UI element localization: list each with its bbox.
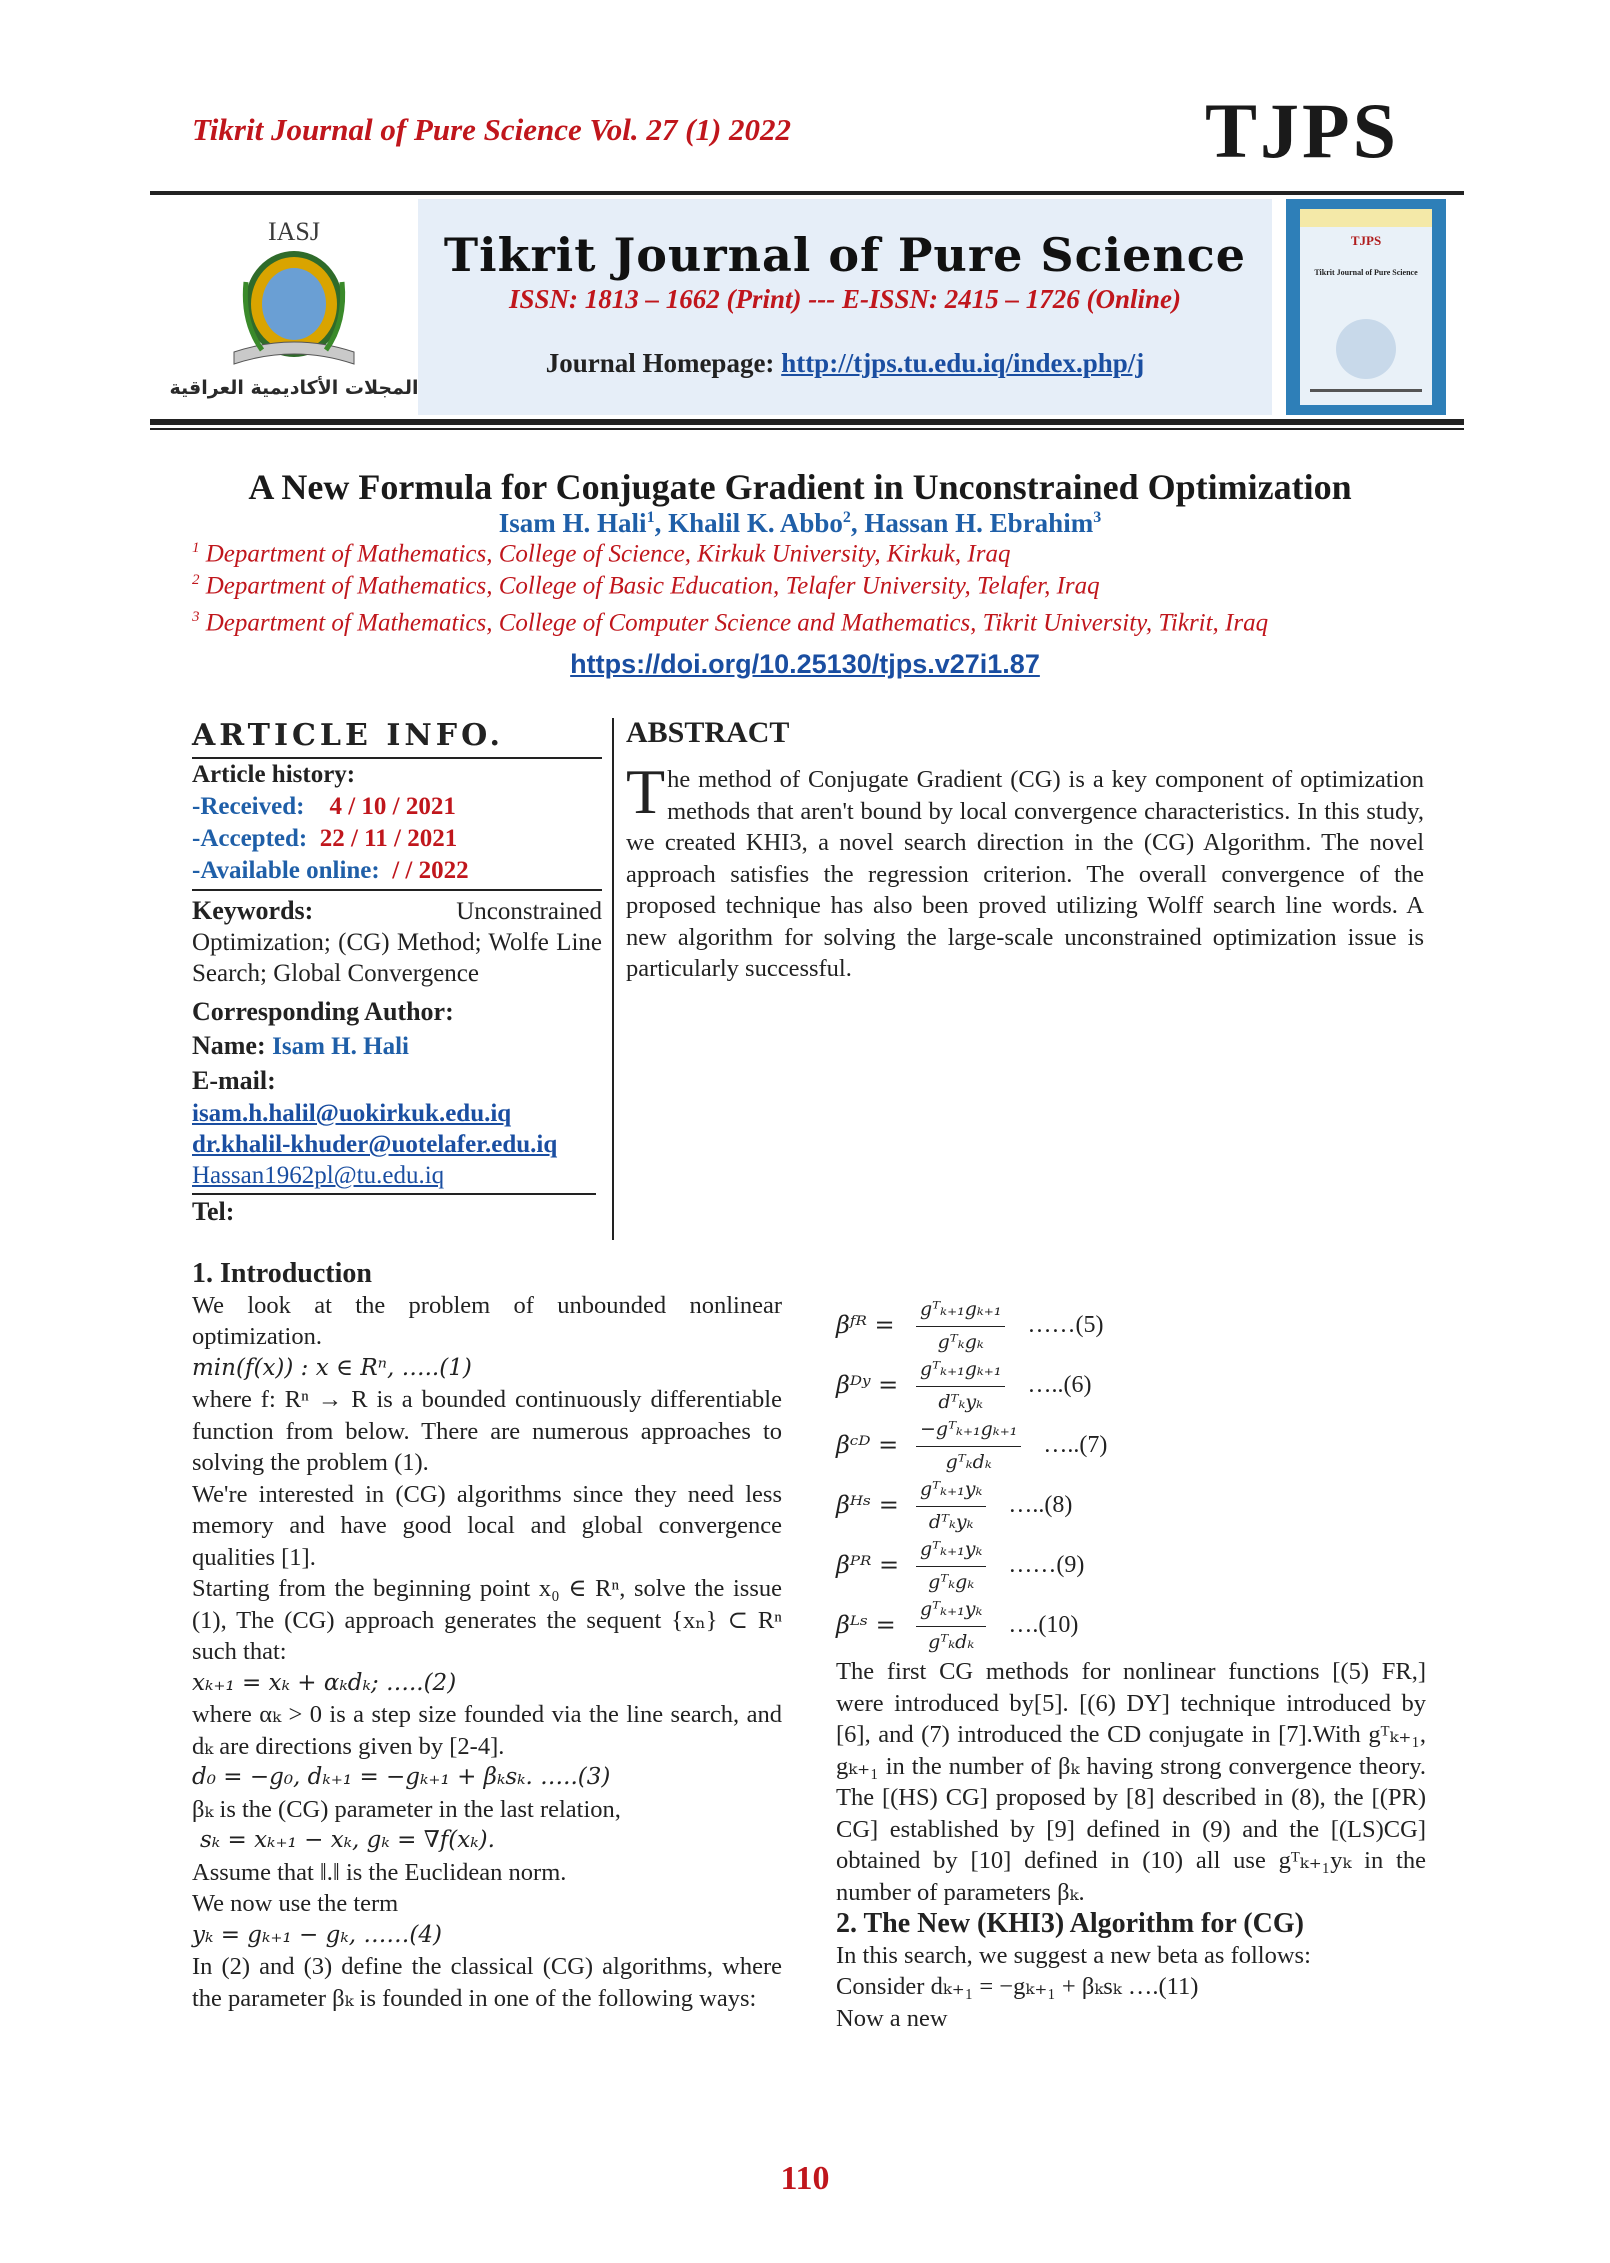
abstract-dropcap: T [626,756,666,827]
equation-4: yₖ = gₖ₊₁ − gₖ, ……(4) [192,1921,442,1948]
author-sup: 1 [646,509,655,526]
email-link[interactable]: dr.khalil-khuder@uotelafer.edu.iq [192,1131,558,1158]
tel-label: Tel: [192,1197,235,1226]
doi-line [0,649,1610,680]
info-abstract-divider [612,718,614,1240]
author-name: Khalil K. Abbo [668,508,843,538]
iasj-logo-text: IASJ [267,217,321,246]
body-column-right [836,1296,1426,2034]
email-link[interactable]: isam.h.halil@uokirkuk.edu.iq [192,1100,512,1127]
article-info [192,718,602,1229]
paragraph: where αₖ > 0 is a step size founded via the line search, and dₖ are directions given by [2-4]. [192,1701,782,1760]
email-label: E-mail: [192,1066,276,1095]
abstract-heading: ABSTRACT [626,716,790,749]
paragraph: Starting from the beginning point x₀ ∈ Rⁿ, solve the issue (1), The (CG) approach generates the sequent {xₙ} ⊂ Rⁿ such that: [192,1575,782,1665]
paragraph: We now use the term [192,1890,399,1917]
paper-title: A New Formula for Conjugate Gradient in Unconstrained Optimization [248,467,1352,507]
formula-ls: βᴸˢ = $\frac{\text{gᵀₖ₊₁yₖ}}{\text{gᵀₖdₖ}}$ ….(10) [836,1596,1426,1656]
banner-bottom-rule [150,419,1464,425]
email-list [192,1098,596,1195]
equation-3: d₀ = −g₀, dₖ₊₁ = −gₖ₊₁ + βₖsₖ. …..(3) [192,1764,611,1790]
corresponding-author-label: Corresponding Author: [192,997,454,1026]
abstract-body [626,756,1424,985]
paragraph: The first CG methods for nonlinear functions [(5) FR,] were introduced by[5]. [(6) DY] technique introduced by [6], and (7) introduced the CD conjugate in [7].With gᵀₖ₊₁, gₖ₊₁ in the number of βₖ having strong convergence theory. The [(HS) CG] proposed by [8] described in (8), the [(PR) CG] established by [9] defined in (9) and the [(LS)CG] obtained by [10] defined in (10) all use gᵀₖ₊₁yₖ in the number of parameters βₖ. [836,1658,1426,1906]
iasj-logo [169,212,419,404]
accepted-row: -Accepted: 22 / 11 / 2021 [192,825,458,852]
equation-1: min(f(x)) : x ∈ Rⁿ, …..(1) [192,1354,472,1381]
paragraph: Consider dₖ₊₁ = −gₖ₊₁ + βₖsₖ ….(11) [836,1973,1199,2000]
iasj-arabic-text: المجلات الأكاديمية العراقية [169,377,419,399]
keywords-value: Unconstrained Optimization; (CG) Method; Wolfe Line Search; Global Convergence [192,898,602,987]
paragraph: βₖ is the (CG) parameter in the last relation, [192,1795,621,1823]
formula-hs: βᴴˢ = $\frac{\text{gᵀₖ₊₁yₖ}}{\text{dᵀₖyₖ}}$ …..(8) [836,1476,1426,1536]
tjps-logo: TJPS [1205,87,1400,174]
doi-link[interactable]: https://doi.org/10.25130/tjps.v27i1.87 [570,649,1040,679]
author-sup: 3 [1093,509,1102,526]
author-name: Isam H. Hali [498,508,647,538]
formula-pr: βᴾᴿ = $\frac{\text{gᵀₖ₊₁yₖ}}{\text{gᵀₖgₖ}}$ ……(9) [836,1536,1426,1596]
formula-fr: βᶠᴿ = $\frac{\text{gᵀₖ₊₁gₖ₊₁}}{\text{gᵀₖgₖ}}$ ……(5) [836,1296,1426,1356]
formula-cd: βᶜᴰ = $\frac{\text{−gᵀₖ₊₁gₖ₊₁}}{\text{gᵀₖdₖ}}$ …..(7) [836,1416,1426,1476]
affiliation-3: $^3$ Department of Mathematics, College of Computer Science and Mathematics, Tikrit University, Tikrit, Iraq [192,609,1269,637]
received-row: -Received: 4 / 10 / 2021 [192,793,456,820]
equation-2: xₖ₊₁ = xₖ + αₖdₖ; …..(2) [192,1669,457,1696]
paragraph: where f: Rⁿ → R is a bounded continuously differentiable function from below. There are numerous approaches to solving the problem (1). [192,1386,782,1476]
banner-title: Tikrit Journal of Pure Science [443,228,1247,282]
paragraph: We're interested in (CG) algorithms since they need less memory and have good local and global convergence qualities [1]. [192,1480,782,1571]
keywords [192,895,602,989]
paragraph: In this search, we suggest a new beta as follows: [836,1941,1311,1969]
author-name: Hassan H. Ebrahim [864,508,1094,538]
paragraph: Now a new [836,2004,948,2032]
journal-cover-thumbnail [1286,199,1446,415]
corresponding-name-row: Name: Isam H. Hali [192,1031,409,1060]
author-sup: 2 [842,509,851,526]
abstract [626,716,1424,985]
page-number: 110 [780,2160,830,2197]
paragraph: In (2) and (3) define the classical (CG) algorithms, where the parameter βₖ is founded in one of the following ways: [192,1953,782,2012]
author-list: Isam H. Hali$^1$, Khalil K. Abbo$^2$, Hassan H. Ebrahim$^3$ [498,508,1102,538]
affiliation-2: $^2$ Department of Mathematics, College of Basic Education, Telafer University, Telafer, Iraq [192,572,1100,600]
banner-homepage [418,348,1272,379]
paragraph: Assume that ‖.‖ is the Euclidean norm. [192,1858,567,1886]
article-info-heading: ARTICLE INFO. [192,718,602,759]
email-link[interactable]: Hassan1962pl@tu.edu.iq [192,1162,445,1189]
keywords-label: Keywords: [192,896,314,925]
banner-issn: ISSN: 1813 – 1662 (Print) --- E-ISSN: 2415 – 1726 (Online) [508,284,1182,314]
cover-subtitle: Tikrit Journal of Pure Science [1314,268,1418,277]
equation-3b: sₖ = xₖ₊₁ − xₖ, gₖ = ∇f(xₖ). [200,1827,495,1853]
body-column-left [192,1258,782,2014]
homepage-label: Journal Homepage: [545,348,782,378]
formula-dy: βᴰʸ = $\frac{\text{gᵀₖ₊₁gₖ₊₁}}{\text{dᵀₖyₖ}}$ …..(6) [836,1356,1426,1416]
history-label: Article history: [192,761,356,788]
section-heading-new-algorithm: 2. The New (KHI3) Algorithm for (CG) [836,1908,1304,1939]
available-online-row: -Available online: / / 2022 [192,857,469,884]
affiliation-1: $^1$ Department of Mathematics, College of Science, Kirkuk University, Kirkuk, Iraq [192,540,1011,568]
abstract-text: he method of Conjugate Gradient (CG) is a key component of optimization methods that aren't bound by local convergence characteristics. In this study, we created KHI3, a novel search direction in the (CG) Algorithm. The novel approach satisfies the regression criterion. The overall convergence of the proposed technique has also been proved utilizing Wolff search line words. A new algorithm for solving the large-scale unconstrained optimization issue is particularly successful. [626,766,1424,982]
section-heading-introduction: 1. Introduction [192,1258,372,1289]
homepage-link[interactable]: http://tjps.tu.edu.iq/index.php/j [781,348,1145,378]
article-history [192,759,602,891]
banner-bottom-thin-rule [150,428,1464,430]
cover-title: TJPS [1350,233,1382,248]
journal-header-line: Tikrit Journal of Pure Science Vol. 27 (1) 2022 [192,112,792,147]
paragraph: We look at the problem of unbounded nonlinear optimization. [192,1291,782,1350]
